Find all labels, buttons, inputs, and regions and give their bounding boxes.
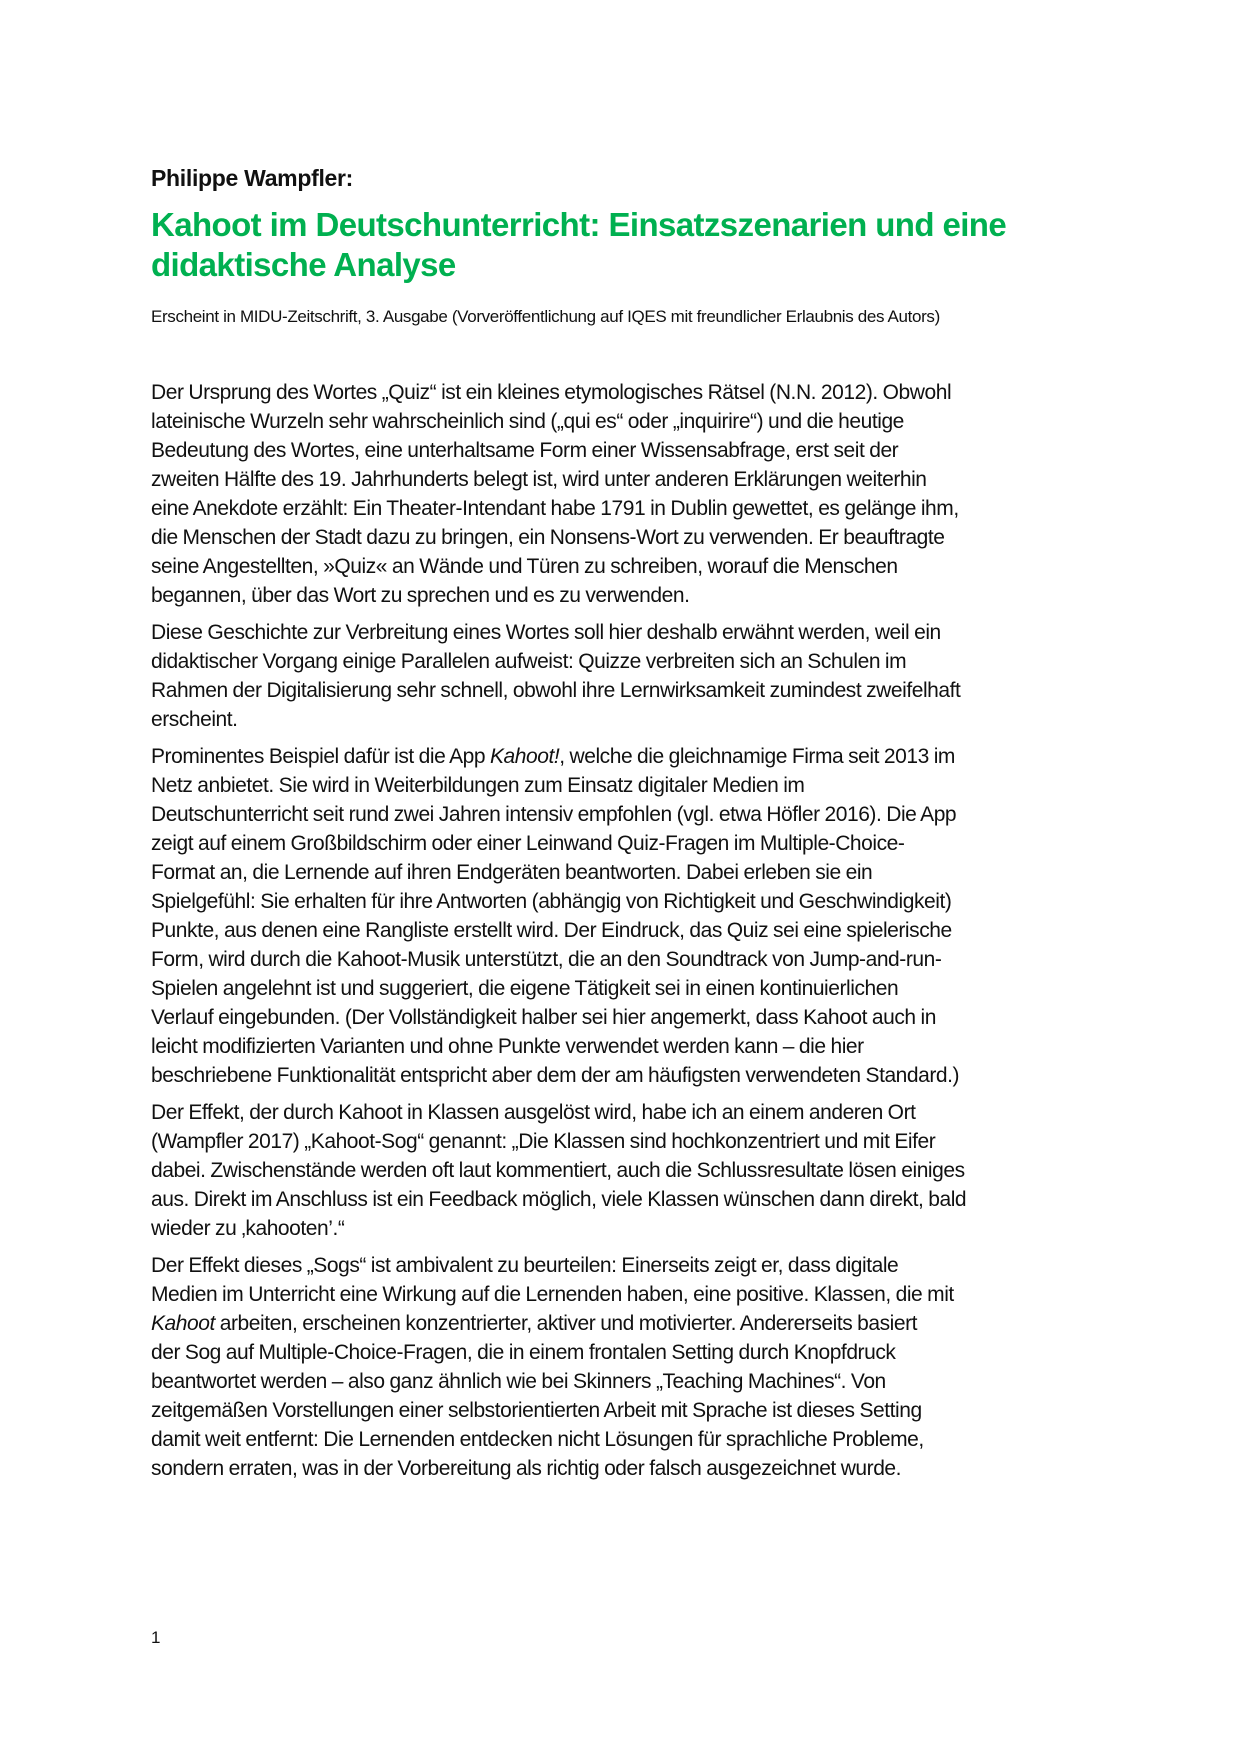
article-body — [151, 378, 1091, 1483]
text-line: Deutschunterricht seit rund zwei Jahren intensiv empfohlen (vgl. etwa Höfler 2016). Die App — [151, 803, 957, 826]
text-line — [151, 1309, 1091, 1338]
text-line: Punkte, aus denen eine Rangliste erstellt wird. Der Eindruck, das Quiz sei eine spielerische — [151, 919, 952, 942]
paragraph-2 — [151, 618, 1091, 734]
text-line: die Menschen der Stadt dazu zu bringen, ein Nonsens-Wort zu verwenden. Er beauftragte — [151, 526, 945, 549]
text-line: begannen, über das Wort zu sprechen und es zu verwenden. — [151, 584, 690, 607]
text-line — [151, 742, 1091, 771]
paragraph-1 — [151, 378, 1091, 610]
text-line: dabei. Zwischenstände werden oft laut kommentiert, auch die Schlussresultate lösen einiges — [151, 1159, 965, 1182]
text-line: Der Ursprung des Wortes „Quiz“ ist ein kleines etymologisches Rätsel (N.N. 2012). Obwohl — [151, 381, 952, 404]
text-line: Netz anbietet. Sie wird in Weiterbildungen zum Einsatz digitaler Medien im — [151, 774, 805, 797]
text-line: sondern erraten, was in der Vorbereitung als richtig oder falsch ausgezeichnet wurde. — [151, 1457, 902, 1480]
paragraph-3 — [151, 742, 1091, 1090]
text-line: Der Effekt, der durch Kahoot in Klassen ausgelöst wird, habe ich an einem anderen Ort — [151, 1101, 916, 1124]
text-line: Diese Geschichte zur Verbreitung eines Wortes soll hier deshalb erwähnt werden, weil ein — [151, 621, 941, 644]
text-line: damit weit entfernt: Die Lernenden entdecken nicht Lösungen für sprachliche Probleme, — [151, 1428, 924, 1451]
text-segment: Prominentes Beispiel dafür ist die App — [151, 745, 490, 768]
text-line: lateinische Wurzeln sehr wahrscheinlich sind („qui es“ oder „inquirire“) und die heutige — [151, 410, 904, 433]
text-line: der Sog auf Multiple-Choice-Fragen, die in einem frontalen Setting durch Knopfdruck — [151, 1341, 896, 1364]
text-line: Rahmen der Digitalisierung sehr schnell, obwohl ihre Lernwirksamkeit zumindest zweifelhaft — [151, 679, 961, 702]
text-line: erscheint. — [151, 708, 238, 731]
app-name-italic: Kahoot — [151, 1312, 215, 1335]
text-line: aus. Direkt im Anschluss ist ein Feedback möglich, viele Klassen wünschen dann direkt, bald — [151, 1188, 967, 1211]
text-line: (Wampfler 2017) „Kahoot-Sog“ genannt: „Die Klassen sind hochkonzentriert und mit Eifer — [151, 1130, 936, 1153]
text-line: Der Effekt dieses „Sogs“ ist ambivalent zu beurteilen: Einerseits zeigt er, dass digitale — [151, 1254, 899, 1277]
text-line: Spielgefühl: Sie erhalten für ihre Antworten (abhängig von Richtigkeit und Geschwindigkeit) — [151, 890, 952, 913]
text-line: beschriebene Funktionalität entspricht aber dem der am häufigsten verwendeten Standard.) — [151, 1064, 960, 1087]
page-number: 1 — [151, 1628, 161, 1647]
text-line: Medien im Unterricht eine Wirkung auf die Lernenden haben, eine positive. Klassen, die mit — [151, 1283, 954, 1306]
text-line: Form, wird durch die Kahoot-Musik unterstützt, die an den Soundtrack von Jump-and-run- — [151, 948, 942, 971]
text-segment: arbeiten, erscheinen konzentrierter, aktiver und motivierter. Andererseits basiert — [214, 1312, 918, 1335]
paragraph-5 — [151, 1251, 1091, 1483]
author-heading: Philippe Wampfler: — [151, 165, 354, 191]
text-line: zweiten Hälfte des 19. Jahrhunderts belegt ist, wird unter anderen Erklärungen weiterhin — [151, 468, 927, 491]
text-line: didaktischer Vorgang einige Parallelen aufweist: Quizze verbreiten sich an Schulen im — [151, 650, 907, 673]
publication-note: Erscheint in MIDU-Zeitschrift, 3. Ausgabe (Vorveröffentlichung auf IQES mit freundlicher Erlaubnis des Autors) — [151, 307, 940, 326]
text-line: Format an, die Lernende auf ihren Endgeräten beantworten. Dabei erleben sie ein — [151, 861, 873, 884]
text-line: Verlauf eingebunden. (Der Vollständigkeit halber sei hier angemerkt, dass Kahoot auch in — [151, 1006, 936, 1029]
text-line: beantwortet werden – also ganz ähnlich wie bei Skinners „Teaching Machines“. Von — [151, 1370, 886, 1393]
text-line: Bedeutung des Wortes, eine unterhaltsame Form einer Wissensabfrage, erst seit der — [151, 439, 899, 462]
text-segment: , welche die gleichnamige Firma seit 2013 im — [559, 745, 955, 768]
document-content — [151, 163, 1091, 1491]
text-line: Spielen angelehnt ist und suggeriert, die eigene Tätigkeit sei in einen kontinuierlichen — [151, 977, 899, 1000]
text-line: wieder zu ‚kahooten’.“ — [151, 1217, 345, 1240]
app-name-italic: Kahoot! — [489, 745, 560, 768]
title-line-2: didaktische Analyse — [151, 246, 456, 283]
text-line: seine Angestellten, »Quiz« an Wände und Türen zu schreiben, worauf die Menschen — [151, 555, 898, 578]
text-line: zeigt auf einem Großbildschirm oder einer Leinwand Quiz-Fragen im Multiple-Choice- — [151, 832, 905, 855]
text-line: eine Anekdote erzählt: Ein Theater-Intendant habe 1791 in Dublin gewettet, es gelänge ihm, — [151, 497, 959, 520]
text-line: zeitgemäßen Vorstellungen einer selbstorientierten Arbeit mit Sprache ist dieses Setting — [151, 1399, 922, 1422]
paragraph-4 — [151, 1098, 1091, 1243]
article-title — [151, 205, 1091, 285]
title-line-1: Kahoot im Deutschunterricht: Einsatzszenarien und eine — [151, 206, 1007, 243]
text-line: leicht modifizierten Varianten und ohne Punkte verwendet werden kann – die hier — [151, 1035, 864, 1058]
